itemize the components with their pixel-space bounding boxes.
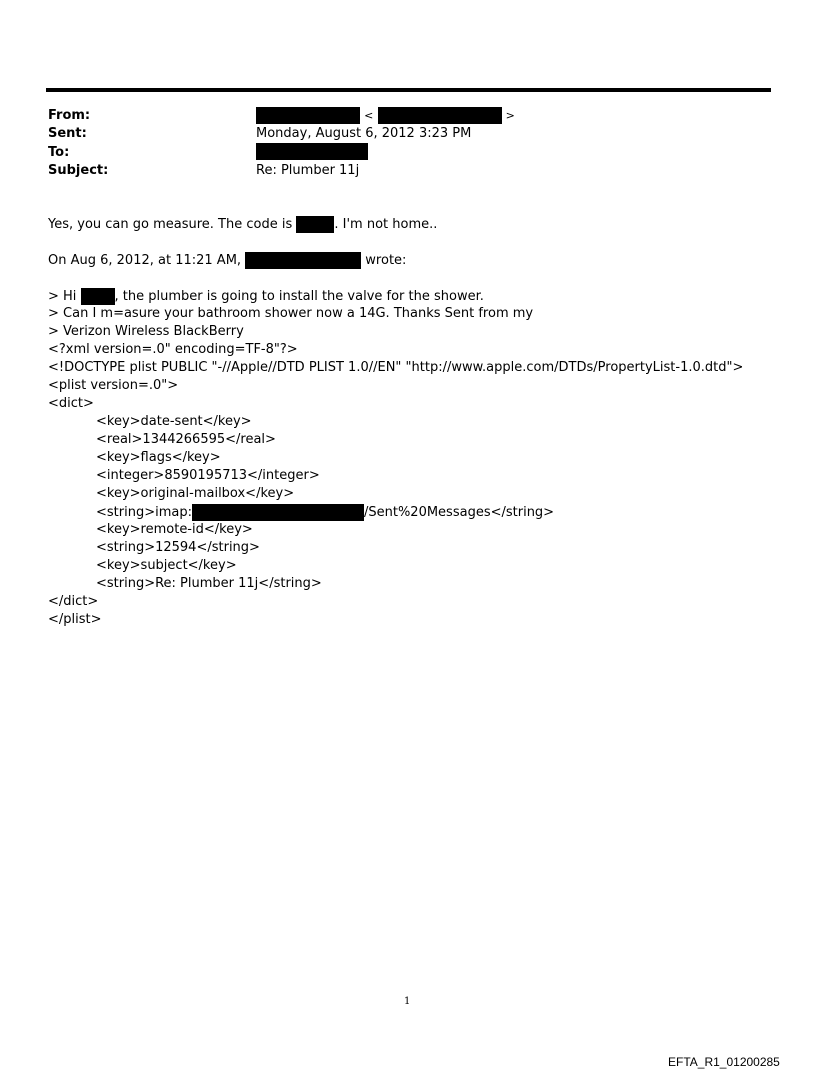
from-value (256, 107, 515, 124)
redaction-bar (296, 216, 334, 233)
wrote-line (48, 252, 406, 269)
reply-line (48, 216, 437, 233)
plist-open: <plist version=.0"> (48, 378, 179, 393)
wrote-text-end: wrote: (361, 253, 407, 268)
redaction-bar (81, 288, 115, 305)
plist-value-imap (96, 504, 554, 521)
reply-text: Yes, you can go measure. The code is (48, 217, 297, 232)
to-label: To: (48, 145, 70, 160)
redaction-bar (378, 107, 502, 124)
quote-line-1 (48, 288, 484, 305)
from-label: From: (48, 108, 91, 123)
page-number: 1 (404, 996, 411, 1007)
plist-key-original-mailbox: <key>original-mailbox</key> (96, 486, 295, 501)
imap-text-end: /Sent%20Messages</string> (363, 505, 555, 520)
imap-text: <string>imap: (96, 505, 192, 520)
xml-declaration: <?xml version=.0" encoding=TF-8"?> (48, 342, 298, 357)
to-redaction (256, 143, 368, 160)
footer-document-id: EFTA_R1_01200285 (668, 1055, 780, 1069)
plist-value-integer: <integer>8590195713</integer> (96, 468, 320, 483)
header-rule (46, 88, 771, 92)
reply-text-end: . I'm not home.. (334, 217, 438, 232)
subject-value: Re: Plumber 11j (256, 163, 360, 178)
dict-open: <dict> (48, 396, 94, 411)
wrote-text: On Aug 6, 2012, at 11:21 AM, (48, 253, 246, 268)
quote-line-2: > Can I m=asure your bathroom shower now a 14G. Thanks Sent from my (48, 306, 534, 321)
redaction-bar (256, 107, 360, 124)
plist-key-subject: <key>subject</key> (96, 558, 237, 573)
plist-key-remote-id: <key>remote-id</key> (96, 522, 253, 537)
redaction-bar (192, 504, 364, 521)
quote-line-3: > Verizon Wireless BlackBerry (48, 324, 244, 339)
dict-close: </dict> (48, 594, 99, 609)
plist-value-remote-id: <string>12594</string> (96, 540, 260, 555)
from-lt: < (364, 109, 374, 122)
subject-label: Subject: (48, 163, 109, 178)
from-gt: > (505, 109, 515, 122)
quote-text-end: , the plumber is going to install the valve for the shower. (114, 289, 484, 304)
plist-key-flags: <key>flags</key> (96, 450, 221, 465)
sent-label: Sent: (48, 126, 87, 141)
doctype-line: <!DOCTYPE plist PUBLIC "-//Apple//DTD PLIST 1.0//EN" "http://www.apple.com/DTDs/PropertyList-1.0.dtd"> (48, 360, 744, 375)
quote-text: > Hi (48, 289, 81, 304)
redaction-bar (245, 252, 361, 269)
plist-close: </plist> (48, 612, 102, 627)
sent-value: Monday, August 6, 2012 3:23 PM (256, 126, 472, 141)
plist-key-date-sent: <key>date-sent</key> (96, 414, 252, 429)
plist-value-subject: <string>Re: Plumber 11j</string> (96, 576, 322, 591)
plist-value-real: <real>1344266595</real> (96, 432, 276, 447)
